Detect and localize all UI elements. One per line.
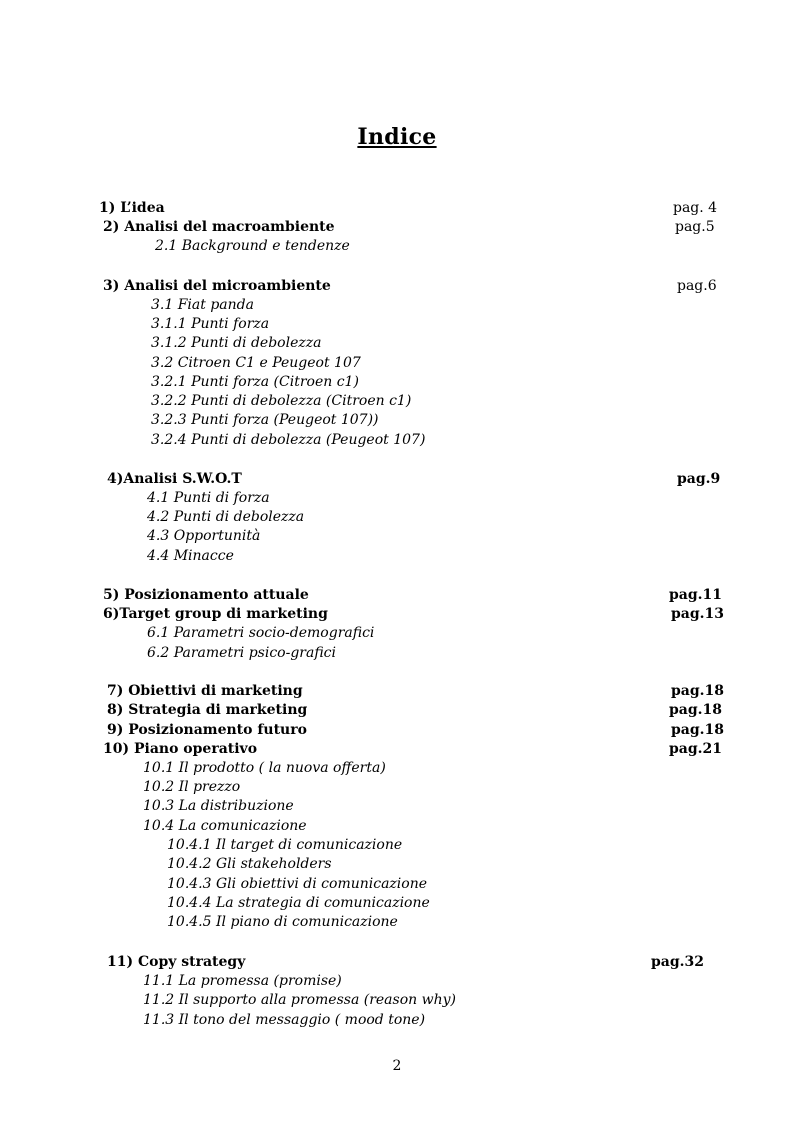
toc-page-4: pag.9: [677, 471, 721, 487]
toc-page-10: pag.21: [669, 741, 723, 757]
toc-sub-11-2[interactable]: 11.2 Il supporto alla promessa (reason why): [143, 992, 456, 1008]
toc-sub-10-4-4[interactable]: 10.4.4 La strategia di comunicazione: [167, 895, 430, 911]
toc-entry-2[interactable]: 2) Analisi del macroambiente: [103, 219, 335, 235]
toc-sub-6-1[interactable]: 6.1 Parametri socio-demografici: [147, 625, 375, 641]
toc-sub-4-4[interactable]: 4.4 Minacce: [147, 548, 234, 564]
toc-entry-6[interactable]: 6)Target group di marketing: [103, 606, 328, 622]
toc-entry-11[interactable]: 11) Copy strategy: [107, 954, 246, 970]
toc-page-8: pag.18: [669, 702, 723, 718]
toc-sub-3-2-3[interactable]: 3.2.3 Punti forza (Peugeot 107)): [151, 412, 379, 428]
toc-entry-5[interactable]: 5) Posizionamento attuale: [103, 587, 309, 603]
toc-entry-7[interactable]: 7) Obiettivi di marketing: [107, 683, 303, 699]
toc-sub-3-1-1[interactable]: 3.1.1 Punti forza: [151, 316, 270, 332]
toc-sub-10-4-2[interactable]: 10.4.2 Gli stakeholders: [167, 856, 332, 872]
toc-sub-4-1[interactable]: 4.1 Punti di forza: [147, 490, 270, 506]
toc-sub-3-1[interactable]: 3.1 Fiat panda: [151, 297, 254, 313]
toc-page-1: pag. 4: [673, 200, 718, 216]
toc-page-11: pag.32: [651, 954, 705, 970]
toc-sub-3-2-1[interactable]: 3.2.1 Punti forza (Citroen c1): [151, 374, 359, 390]
toc-sub-3-1-2[interactable]: 3.1.2 Punti di debolezza: [151, 335, 322, 351]
toc-sub-10-2[interactable]: 10.2 Il prezzo: [143, 779, 241, 795]
toc-sub-4-3[interactable]: 4.3 Opportunità: [147, 528, 261, 544]
toc-entry-3[interactable]: 3) Analisi del microambiente: [103, 278, 331, 294]
toc-sub-3-2-2[interactable]: 3.2.2 Punti di debolezza (Citroen c1): [151, 393, 412, 409]
page-number: 2: [392, 1058, 402, 1074]
toc-entry-9[interactable]: 9) Posizionamento futuro: [107, 722, 307, 738]
toc-sub-10-4-1[interactable]: 10.4.1 Il target di comunicazione: [167, 837, 403, 853]
toc-sub-10-4[interactable]: 10.4 La comunicazione: [143, 818, 307, 834]
toc-sub-6-2[interactable]: 6.2 Parametri psico-grafici: [147, 645, 336, 661]
toc-sub-4-2[interactable]: 4.2 Punti di debolezza: [147, 509, 305, 525]
toc-page-9: pag.18: [671, 722, 725, 738]
toc-page-5: pag.11: [669, 587, 723, 603]
toc-entry-10[interactable]: 10) Piano operativo: [103, 741, 258, 757]
toc-sub-10-4-5[interactable]: 10.4.5 Il piano di comunicazione: [167, 914, 398, 930]
toc-sub-3-2-4[interactable]: 3.2.4 Punti di debolezza (Peugeot 107): [151, 432, 426, 448]
toc-sub-11-1[interactable]: 11.1 La promessa (promise): [143, 973, 342, 989]
toc-page-6: pag.13: [671, 606, 725, 622]
toc-page-3: pag.6: [677, 278, 717, 294]
toc-sub-11-3[interactable]: 11.3 Il tono del messaggio ( mood tone): [143, 1012, 426, 1028]
page-title: Indice: [357, 124, 437, 150]
toc-entry-8[interactable]: 8) Strategia di marketing: [107, 702, 308, 718]
toc-page-7: pag.18: [671, 683, 725, 699]
toc-sub-10-4-3[interactable]: 10.4.3 Gli obiettivi di comunicazione: [167, 876, 428, 892]
toc-entry-1[interactable]: 1) L’idea: [99, 200, 165, 216]
toc-entry-4[interactable]: 4)Analisi S.W.O.T: [107, 471, 242, 487]
toc-sub-3-2[interactable]: 3.2 Citroen C1 e Peugeot 107: [151, 355, 361, 371]
toc-sub-10-3[interactable]: 10.3 La distribuzione: [143, 798, 294, 814]
toc-sub-10-1[interactable]: 10.1 Il prodotto ( la nuova offerta): [143, 760, 386, 776]
toc-page-2: pag.5: [675, 219, 715, 235]
toc-sub-2-1[interactable]: 2.1 Background e tendenze: [155, 238, 350, 254]
